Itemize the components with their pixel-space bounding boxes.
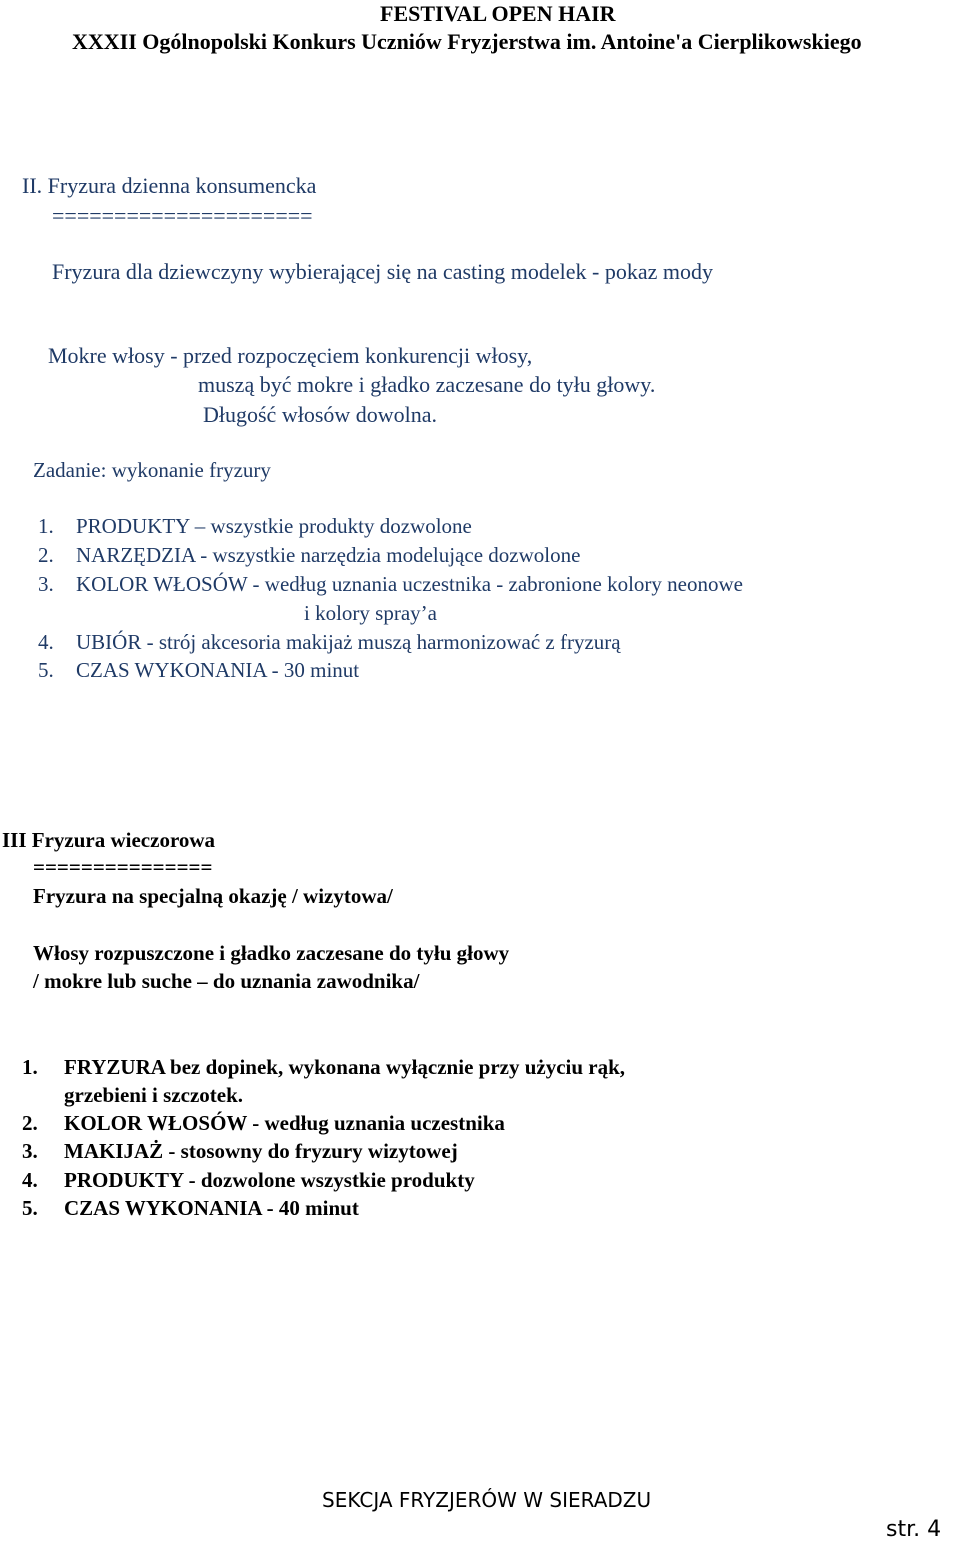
section-3-item-5: 5. CZAS WYKONANIA - 40 minut (22, 1196, 359, 1220)
section-3-item-2: 2. KOLOR WŁOSÓW - według uznania uczestnika (22, 1111, 505, 1135)
wet-hair-line-3: Długość włosów dowolna. (203, 402, 438, 427)
section-2-item-3: 3. KOLOR WŁOSÓW - według uznania uczestnika - zabronione kolory neonowe (38, 572, 743, 596)
wet-hair-line-1: Mokre włosy - przed rozpoczęciem konkurencji włosy, (48, 343, 533, 368)
section-2-underline: ===================== (52, 203, 313, 228)
task-line: Zadanie: wykonanie fryzury (33, 458, 271, 482)
section-2-subtitle: Fryzura dla dziewczyny wybierającej się na casting modelek - pokaz mody (52, 259, 713, 284)
section-3-subtitle: Fryzura na specjalną okazję / wizytowa/ (33, 884, 393, 908)
hair-line-2: / mokre lub suche – do uznania zawodnika/ (33, 969, 420, 993)
section-3-item-1: 1. FRYZURA bez dopinek, wykonana wyłącznie przy użyciu rąk, (22, 1055, 626, 1079)
hair-line-1: Włosy rozpuszczone i gładko zaczesane do tyłu głowy (33, 941, 510, 965)
section-2-item-1: 1. PRODUKTY – wszystkie produkty dozwolone (38, 514, 472, 538)
page-number: str. 4 (886, 1517, 942, 1542)
section-2-item-4: 4. UBIÓR - strój akcesoria makijaż muszą harmonizować z fryzurą (38, 630, 621, 654)
section-3-item-1-continuation: grzebieni i szczotek. (64, 1083, 244, 1107)
section-2-item-5: 5. CZAS WYKONANIA - 30 minut (38, 658, 360, 682)
section-2-item-2: 2. NARZĘDZIA - wszystkie narzędzia modelujące dozwolone (38, 543, 581, 567)
section-3-heading: III Fryzura wieczorowa (2, 828, 216, 852)
section-2-item-3-continuation: i kolory spray’a (304, 601, 437, 625)
section-2-heading: II. Fryzura dzienna konsumencka (22, 173, 317, 198)
footer-section-name: SEKCJA FRYZJERÓW W SIERADZU (322, 1488, 652, 1512)
section-3-item-4: 4. PRODUKTY - dozwolone wszystkie produkty (22, 1168, 475, 1192)
festival-title: FESTIVAL OPEN HAIR (380, 1, 616, 26)
section-3-item-3: 3. MAKIJAŻ - stosowny do fryzury wizytowej (22, 1139, 458, 1163)
section-3-underline: =============== (33, 855, 213, 879)
wet-hair-line-2: muszą być mokre i gładko zaczesane do tyłu głowy. (198, 372, 656, 397)
contest-title: XXXII Ogólnopolski Konkurs Uczniów Fryzjerstwa im. Antoine'a Cierplikowskiego (72, 29, 862, 54)
